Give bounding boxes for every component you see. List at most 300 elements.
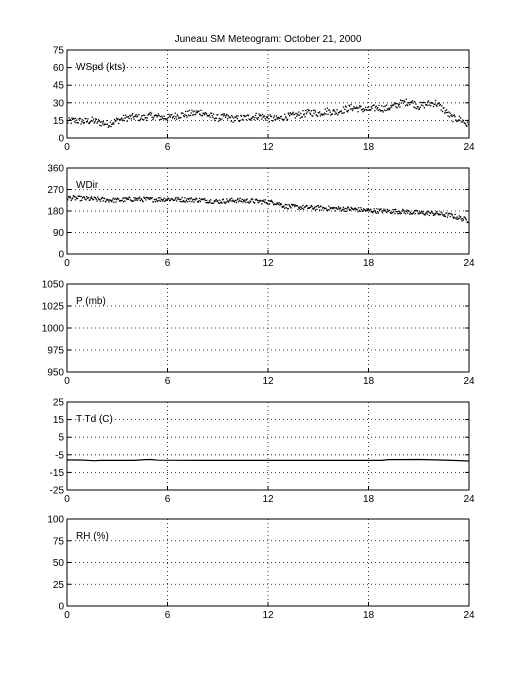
data-point — [394, 209, 395, 210]
data-point — [365, 107, 366, 108]
data-point — [409, 104, 410, 105]
data-point — [440, 214, 441, 215]
data-point — [99, 199, 100, 200]
data-point — [407, 105, 408, 106]
data-point — [190, 115, 191, 116]
data-point — [319, 209, 320, 210]
data-point — [336, 113, 337, 114]
data-point — [100, 201, 101, 202]
data-point — [149, 112, 150, 113]
x-tick-label: 18 — [362, 610, 375, 621]
data-point — [399, 106, 400, 107]
data-point — [96, 199, 97, 200]
data-point — [443, 214, 444, 215]
data-point — [214, 201, 215, 202]
data-point — [177, 116, 178, 117]
data-point — [342, 113, 343, 114]
data-point — [223, 113, 224, 114]
data-point — [465, 123, 466, 124]
data-point — [383, 106, 384, 107]
data-point — [114, 119, 115, 120]
data-point — [436, 211, 437, 212]
data-point — [468, 222, 469, 223]
data-point — [304, 114, 305, 115]
data-point — [168, 117, 169, 118]
data-point — [116, 118, 117, 119]
data-point — [237, 118, 238, 119]
data-point — [348, 110, 349, 111]
data-point — [350, 108, 351, 109]
data-point — [254, 202, 255, 203]
data-point — [161, 119, 162, 120]
data-point — [378, 110, 379, 111]
data-point — [325, 108, 326, 109]
data-point — [248, 115, 249, 116]
data-point — [254, 117, 255, 118]
data-point — [257, 119, 258, 120]
data-point — [445, 112, 446, 113]
data-point — [100, 122, 101, 123]
data-point — [316, 209, 317, 210]
data-point — [113, 202, 114, 203]
data-point — [421, 211, 422, 212]
data-point — [125, 115, 126, 116]
data-point — [286, 204, 287, 205]
y-tick-label: 75 — [52, 45, 64, 57]
data-point — [104, 198, 105, 199]
data-point — [459, 215, 460, 216]
data-point — [102, 197, 103, 198]
data-point — [135, 114, 136, 115]
data-point — [124, 118, 125, 119]
data-point — [389, 109, 390, 110]
data-point — [128, 199, 129, 200]
data-point — [196, 112, 197, 113]
data-point — [315, 111, 316, 112]
data-point — [434, 104, 435, 105]
data-point — [166, 119, 167, 120]
data-point — [157, 115, 158, 116]
data-point — [279, 118, 280, 119]
data-point — [346, 208, 347, 209]
data-point — [293, 112, 294, 113]
data-point — [392, 209, 393, 210]
data-point — [131, 115, 132, 116]
data-point — [399, 213, 400, 214]
data-point — [428, 211, 429, 212]
data-point — [297, 209, 298, 210]
data-point — [468, 124, 469, 125]
data-point — [434, 214, 435, 215]
data-point — [177, 114, 178, 115]
data-point — [172, 117, 173, 118]
data-point — [428, 100, 429, 101]
data-point — [313, 110, 314, 111]
data-point — [376, 106, 377, 107]
data-point — [89, 123, 90, 124]
data-point — [147, 117, 148, 118]
x-tick-label: 0 — [64, 494, 70, 505]
data-point — [227, 200, 228, 201]
panel-3 — [42, 280, 475, 388]
data-point — [458, 218, 459, 219]
data-point — [372, 212, 373, 213]
data-point — [230, 200, 231, 201]
data-point — [288, 114, 289, 115]
data-point — [152, 197, 153, 198]
data-point — [168, 114, 169, 115]
data-point — [91, 120, 92, 121]
data-point — [420, 102, 421, 103]
data-point — [413, 213, 414, 214]
data-point — [394, 213, 395, 214]
data-point — [276, 115, 277, 116]
data-point — [97, 121, 98, 122]
data-point — [165, 200, 166, 201]
data-point — [278, 204, 279, 205]
data-point — [284, 208, 285, 209]
data-point — [452, 121, 453, 122]
data-point — [189, 201, 190, 202]
data-point — [180, 117, 181, 118]
data-point — [197, 112, 198, 113]
data-point — [112, 199, 113, 200]
data-point — [271, 200, 272, 201]
data-point — [458, 119, 459, 120]
data-point — [261, 203, 262, 204]
data-point — [454, 214, 455, 215]
data-point — [429, 104, 430, 105]
y-tick-label: 950 — [47, 367, 64, 379]
data-point — [353, 108, 354, 109]
data-point — [299, 208, 300, 209]
data-point — [225, 203, 226, 204]
data-point — [210, 199, 211, 200]
y-tick-label: 75 — [52, 536, 64, 548]
data-point — [98, 119, 99, 120]
data-point — [224, 114, 225, 115]
data-point — [107, 124, 108, 125]
data-point — [153, 201, 154, 202]
data-point — [328, 205, 329, 206]
data-point — [462, 218, 463, 219]
data-point — [122, 118, 123, 119]
data-point — [75, 122, 76, 123]
x-tick-label: 18 — [362, 142, 375, 153]
data-point — [159, 200, 160, 201]
data-point — [140, 119, 141, 120]
data-point — [102, 123, 103, 124]
data-point — [393, 104, 394, 105]
data-point — [454, 217, 455, 218]
data-point — [79, 196, 80, 197]
data-point — [96, 200, 97, 201]
data-point — [217, 200, 218, 201]
x-tick-label: 18 — [362, 376, 375, 387]
data-point — [85, 199, 86, 200]
data-point — [110, 126, 111, 127]
data-point — [327, 209, 328, 210]
data-point — [360, 106, 361, 107]
data-point — [260, 115, 261, 116]
data-point — [419, 108, 420, 109]
data-point — [189, 198, 190, 199]
data-point — [287, 119, 288, 120]
data-point — [191, 197, 192, 198]
data-point — [311, 110, 312, 111]
data-point — [452, 214, 453, 215]
data-point — [234, 120, 235, 121]
data-point — [191, 110, 192, 111]
data-point — [193, 199, 194, 200]
data-point — [425, 213, 426, 214]
data-point — [218, 121, 219, 122]
data-point — [302, 110, 303, 111]
data-point — [86, 196, 87, 197]
data-point — [276, 204, 277, 205]
data-point — [227, 118, 228, 119]
data-point — [155, 201, 156, 202]
data-point — [198, 200, 199, 201]
data-point — [289, 115, 290, 116]
data-point — [389, 210, 390, 211]
data-point — [343, 208, 344, 209]
data-point — [268, 200, 269, 201]
y-tick-label: 0 — [58, 249, 64, 261]
data-point — [239, 120, 240, 121]
data-point — [393, 211, 394, 212]
data-point — [413, 102, 414, 103]
data-point — [327, 114, 328, 115]
data-point — [345, 208, 346, 209]
data-point — [191, 112, 192, 113]
data-point — [80, 118, 81, 119]
data-point — [357, 211, 358, 212]
data-point — [186, 198, 187, 199]
data-point — [350, 209, 351, 210]
data-point — [122, 200, 123, 201]
data-point — [131, 118, 132, 119]
data-point — [122, 198, 123, 199]
data-point — [66, 120, 67, 121]
data-point — [313, 113, 314, 114]
data-point — [306, 111, 307, 112]
data-point — [314, 110, 315, 111]
data-point — [410, 212, 411, 213]
data-point — [196, 198, 197, 199]
data-point — [175, 113, 176, 114]
x-tick-label: 24 — [463, 258, 475, 269]
data-point — [415, 103, 416, 104]
data-point — [192, 114, 193, 115]
data-point — [329, 209, 330, 210]
data-point — [411, 101, 412, 102]
data-point — [343, 112, 344, 113]
data-point — [186, 200, 187, 201]
data-point — [258, 117, 259, 118]
data-point — [92, 198, 93, 199]
data-point — [228, 202, 229, 203]
data-point — [401, 213, 402, 214]
data-point — [105, 124, 106, 125]
y-tick-label: 25 — [52, 579, 64, 591]
data-point — [383, 111, 384, 112]
data-point — [204, 114, 205, 115]
data-point — [467, 121, 468, 122]
data-point — [383, 210, 384, 211]
y-tick-label: 1050 — [41, 279, 64, 291]
data-point — [144, 115, 145, 116]
data-point — [337, 209, 338, 210]
x-tick-label: 0 — [64, 610, 70, 621]
data-point — [70, 119, 71, 120]
data-point — [143, 119, 144, 120]
data-point — [277, 118, 278, 119]
data-point — [157, 201, 158, 202]
data-point — [140, 118, 141, 119]
data-point — [263, 200, 264, 201]
data-point — [216, 118, 217, 119]
data-point — [337, 114, 338, 115]
y-tick-label: 1025 — [41, 301, 64, 313]
data-point — [376, 108, 377, 109]
data-point — [363, 108, 364, 109]
data-point — [93, 118, 94, 119]
data-point — [118, 198, 119, 199]
data-point — [441, 105, 442, 106]
data-point — [221, 118, 222, 119]
data-point — [390, 105, 391, 106]
data-point — [366, 210, 367, 211]
data-point — [108, 201, 109, 202]
data-point — [283, 119, 284, 120]
data-point — [244, 199, 245, 200]
data-point — [326, 111, 327, 112]
data-point — [423, 102, 424, 103]
data-point — [427, 214, 428, 215]
data-point — [171, 114, 172, 115]
data-point — [313, 208, 314, 209]
data-point — [242, 199, 243, 200]
data-point — [466, 126, 467, 127]
data-point — [77, 198, 78, 199]
data-point — [236, 202, 237, 203]
data-point — [244, 201, 245, 202]
data-point — [74, 121, 75, 122]
data-point — [233, 200, 234, 201]
data-point — [271, 116, 272, 117]
data-point — [392, 212, 393, 213]
data-point — [142, 115, 143, 116]
data-point — [200, 110, 201, 111]
data-point — [386, 104, 387, 105]
data-point — [228, 115, 229, 116]
data-point — [342, 209, 343, 210]
data-point — [288, 204, 289, 205]
y-tick-label: 5 — [58, 432, 64, 444]
data-point — [346, 106, 347, 107]
data-point — [397, 213, 398, 214]
data-point — [154, 199, 155, 200]
data-point — [343, 106, 344, 107]
data-point — [401, 210, 402, 211]
data-point — [193, 201, 194, 202]
data-point — [257, 200, 258, 201]
panels — [42, 46, 475, 622]
x-tick-label: 0 — [64, 258, 70, 269]
data-point — [397, 103, 398, 104]
panel-1 — [53, 46, 475, 154]
data-point — [454, 114, 455, 115]
data-point — [245, 202, 246, 203]
data-point — [276, 117, 277, 118]
data-point — [135, 115, 136, 116]
data-point — [138, 114, 139, 115]
data-point — [436, 212, 437, 213]
x-tick-label: 12 — [262, 376, 274, 387]
data-point — [408, 102, 409, 103]
data-point — [137, 115, 138, 116]
data-point — [120, 119, 121, 120]
y-tick-label: 180 — [47, 206, 64, 218]
data-point — [235, 200, 236, 201]
data-point — [71, 118, 72, 119]
data-point — [338, 206, 339, 207]
data-point — [270, 201, 271, 202]
data-point — [373, 208, 374, 209]
data-point — [82, 119, 83, 120]
data-point — [209, 202, 210, 203]
data-point — [362, 109, 363, 110]
data-point — [443, 107, 444, 108]
data-point — [188, 114, 189, 115]
data-point — [406, 211, 407, 212]
data-point — [273, 117, 274, 118]
data-point — [175, 198, 176, 199]
data-point — [267, 116, 268, 117]
data-point — [209, 114, 210, 115]
data-point — [400, 100, 401, 101]
data-point — [449, 116, 450, 117]
data-point — [361, 209, 362, 210]
data-point — [408, 211, 409, 212]
data-point — [395, 106, 396, 107]
panel-label: WSpd (kts) — [76, 62, 126, 73]
data-point — [233, 122, 234, 123]
data-point — [138, 198, 139, 199]
data-point — [163, 198, 164, 199]
data-point — [253, 119, 254, 120]
data-point — [109, 126, 110, 127]
data-point — [74, 196, 75, 197]
data-point — [334, 114, 335, 115]
data-point — [253, 116, 254, 117]
data-point — [370, 209, 371, 210]
data-point — [262, 114, 263, 115]
data-point — [343, 207, 344, 208]
data-point — [108, 127, 109, 128]
data-point — [246, 198, 247, 199]
data-point — [209, 200, 210, 201]
data-point — [88, 197, 89, 198]
data-point — [156, 115, 157, 116]
data-point — [267, 204, 268, 205]
data-point — [121, 117, 122, 118]
data-point — [344, 211, 345, 212]
data-point — [281, 204, 282, 205]
data-point — [200, 114, 201, 115]
data-point — [335, 112, 336, 113]
